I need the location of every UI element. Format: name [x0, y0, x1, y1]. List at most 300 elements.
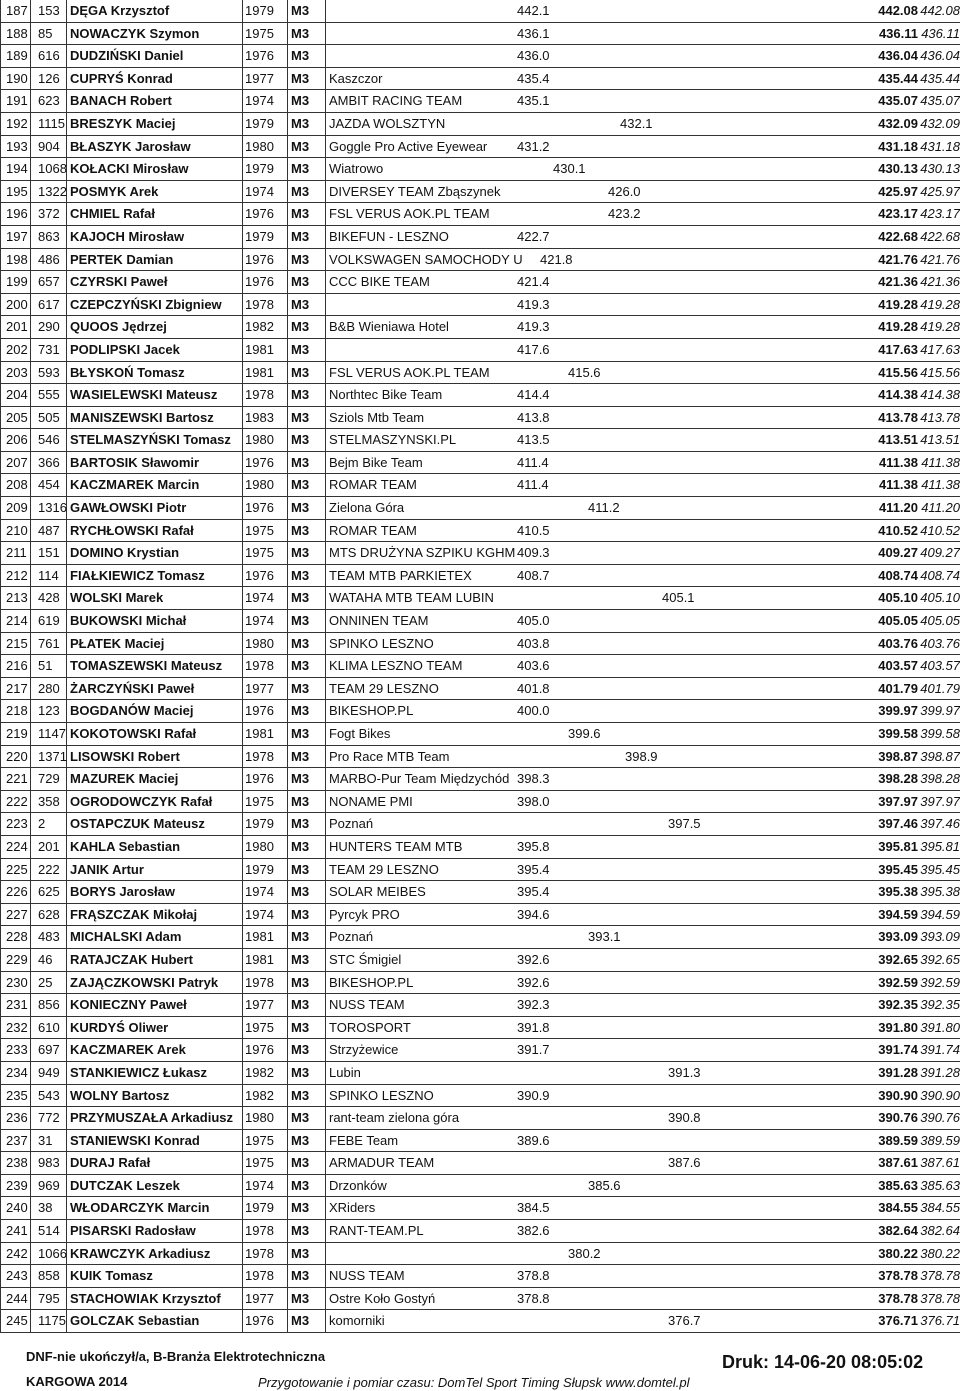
bib-number-cell: 858 [38, 1268, 60, 1284]
column-divider [0, 1039, 1, 1061]
column-divider [287, 791, 288, 813]
final-points-cell: 421.76 [920, 251, 960, 267]
result-cell: 394.6 [517, 906, 550, 922]
total-points-cell: 380.22 [878, 1245, 918, 1261]
column-divider [242, 949, 243, 971]
position-cell: 211 [6, 545, 27, 561]
position-cell: 229 [6, 951, 28, 967]
column-divider [66, 1288, 67, 1310]
rider-name-cell: DUDZIŃSKI Daniel [70, 48, 184, 64]
result-cell: 421.8 [540, 251, 573, 267]
total-points-cell: 393.09 [878, 929, 918, 945]
column-divider [287, 768, 288, 790]
table-row [0, 68, 960, 91]
rider-name-cell: PISARSKI Radosław [70, 1223, 196, 1239]
final-points-cell: 391.74 [920, 1042, 960, 1058]
rider-name-cell: MANISZEWSKI Bartosz [70, 409, 214, 425]
team-cell: Poznań [329, 929, 374, 945]
rider-name-cell: PERTEK Damian [70, 251, 174, 267]
total-points-cell: 397.46 [878, 816, 918, 832]
total-points-cell: 442.08 [878, 3, 918, 18]
birth-year-cell: 1980 [245, 635, 274, 651]
column-divider [0, 768, 1, 790]
table-row [0, 746, 960, 769]
rider-name-cell: WOLNY Bartosz [70, 1087, 170, 1103]
result-cell: 436.1 [517, 25, 550, 41]
bib-number-cell: 372 [38, 206, 60, 222]
column-divider [287, 497, 288, 519]
rider-name-cell: KURDYŚ Oliwer [70, 1019, 169, 1035]
column-divider [0, 474, 1, 496]
rider-name-cell: BŁYSKOŃ Tomasz [70, 364, 185, 380]
rider-name-cell: KUIK Tomasz [70, 1268, 153, 1284]
column-divider [287, 384, 288, 406]
column-divider [30, 294, 31, 316]
rider-name-cell: FIAŁKIEWICZ Tomasz [70, 567, 205, 583]
column-divider [66, 972, 67, 994]
column-divider [0, 1243, 1, 1265]
total-points-cell: 399.58 [878, 726, 918, 741]
column-divider [242, 0, 243, 22]
team-cell: Zielona Góra [329, 500, 405, 516]
result-cell: 378.8 [517, 1268, 550, 1284]
category-cell: M3 [291, 1245, 310, 1261]
final-points-cell: 422.68 [920, 228, 960, 244]
final-points-cell: 392.35 [920, 997, 960, 1013]
team-cell: komorniki [329, 1313, 385, 1329]
bib-number-cell: 222 [38, 861, 60, 877]
rider-name-cell: KRAWCZYK Arkadiusz [70, 1245, 211, 1261]
column-divider [242, 700, 243, 722]
table-row [0, 226, 960, 249]
total-points-cell: 395.81 [878, 838, 918, 854]
birth-year-cell: 1975 [245, 1132, 274, 1148]
column-divider [242, 678, 243, 700]
result-cell: 389.6 [517, 1132, 550, 1148]
category-cell: M3 [291, 1177, 310, 1193]
column-divider [242, 587, 243, 609]
bib-number-cell: 1371 [38, 748, 67, 764]
column-divider [325, 1062, 326, 1084]
position-cell: 194 [6, 161, 28, 177]
table-row [0, 497, 960, 520]
position-cell: 208 [6, 477, 28, 493]
column-divider [325, 249, 326, 271]
final-points-cell: 432.09 [920, 115, 960, 131]
position-cell: 240 [6, 1200, 28, 1216]
column-divider [0, 45, 1, 67]
total-points-cell: 391.74 [878, 1042, 918, 1058]
category-cell: M3 [291, 748, 310, 764]
column-divider [242, 1062, 243, 1084]
final-points-cell: 394.59 [920, 906, 960, 922]
result-cell: 436.0 [517, 48, 550, 64]
position-cell: 187 [6, 3, 28, 18]
total-points-cell: 421.76 [878, 251, 918, 267]
column-divider [287, 1085, 288, 1107]
final-points-cell: 385.63 [920, 1177, 960, 1193]
result-cell: 414.4 [517, 387, 550, 403]
column-divider [66, 1085, 67, 1107]
bib-number-cell: 358 [38, 793, 60, 809]
total-points-cell: 421.36 [878, 274, 918, 290]
total-points-cell: 431.18 [878, 138, 918, 154]
result-cell: 400.0 [517, 703, 550, 719]
column-divider [0, 610, 1, 632]
birth-year-cell: 1974 [245, 93, 274, 109]
column-divider [287, 1017, 288, 1039]
column-divider [66, 655, 67, 677]
column-divider [30, 339, 31, 361]
column-divider [30, 610, 31, 632]
birth-year-cell: 1982 [245, 319, 274, 335]
birth-year-cell: 1979 [245, 115, 274, 131]
rider-name-cell: KOKOTOWSKI Rafał [70, 726, 197, 741]
total-points-cell: 430.13 [878, 161, 918, 177]
bib-number-cell: 546 [38, 432, 60, 448]
column-divider [287, 249, 288, 271]
column-divider [30, 542, 31, 564]
total-points-cell: 378.78 [878, 1268, 918, 1284]
total-points-cell: 422.68 [878, 228, 918, 244]
column-divider [242, 610, 243, 632]
footer-event: KARGOWA 2014 [26, 1374, 128, 1389]
birth-year-cell: 1975 [245, 1155, 274, 1171]
team-cell: Lubin [329, 1064, 361, 1080]
team-cell: Poznań [329, 816, 374, 832]
final-points-cell: 405.05 [920, 613, 960, 629]
column-divider [30, 972, 31, 994]
position-cell: 233 [6, 1042, 28, 1058]
birth-year-cell: 1976 [245, 500, 274, 516]
column-divider [66, 926, 67, 948]
category-cell: M3 [291, 500, 310, 516]
final-points-cell: 389.59 [920, 1132, 960, 1148]
position-cell: 232 [6, 1019, 28, 1035]
column-divider [242, 836, 243, 858]
total-points-cell: 384.55 [878, 1200, 918, 1216]
final-points-cell: 435.44 [920, 70, 960, 86]
column-divider [0, 1310, 1, 1332]
column-divider [325, 407, 326, 429]
team-cell: SPINKO LESZNO [329, 1087, 434, 1103]
rider-name-cell: OGRODOWCZYK Rafał [70, 793, 213, 809]
column-divider [325, 136, 326, 158]
column-divider [66, 859, 67, 881]
table-row [0, 1085, 960, 1108]
bib-number-cell: 487 [38, 522, 60, 538]
category-cell: M3 [291, 1313, 310, 1329]
column-divider [0, 678, 1, 700]
column-divider [66, 1152, 67, 1174]
position-cell: 214 [6, 613, 28, 629]
column-divider [287, 1152, 288, 1174]
column-divider [0, 904, 1, 926]
table-row [0, 791, 960, 814]
table-row [0, 203, 960, 226]
column-divider [242, 1130, 243, 1152]
total-points-cell: 435.44 [878, 70, 918, 86]
position-cell: 224 [6, 838, 28, 854]
bib-number-cell: 949 [38, 1064, 60, 1080]
table-row [0, 926, 960, 949]
category-cell: M3 [291, 1290, 310, 1306]
team-cell: rant-team zielona góra [329, 1110, 460, 1126]
column-divider [325, 723, 326, 745]
team-cell: FEBE Team [329, 1132, 399, 1148]
column-divider [30, 1175, 31, 1197]
result-cell: 384.5 [517, 1200, 550, 1216]
team-cell: MTS DRUŻYNA SZPIKU KGHM [329, 545, 516, 561]
final-points-cell: 405.10 [920, 590, 960, 606]
column-divider [242, 972, 243, 994]
rider-name-cell: PŁATEK Maciej [70, 635, 165, 651]
table-row [0, 429, 960, 452]
team-cell: JAZDA WOLSZTYN [329, 115, 446, 131]
position-cell: 227 [6, 906, 28, 922]
category-cell: M3 [291, 296, 310, 312]
column-divider [30, 836, 31, 858]
total-points-cell: 410.52 [878, 522, 918, 538]
column-divider [325, 1220, 326, 1242]
table-row [0, 768, 960, 791]
column-divider [66, 429, 67, 451]
bib-number-cell: 856 [38, 997, 60, 1013]
position-cell: 197 [6, 228, 28, 244]
result-cell: 442.1 [517, 3, 550, 18]
column-divider [325, 700, 326, 722]
column-divider [325, 904, 326, 926]
position-cell: 230 [6, 974, 28, 990]
bib-number-cell: 1068 [38, 161, 67, 177]
column-divider [0, 181, 1, 203]
rider-name-cell: KOŁACKI Mirosław [70, 161, 189, 177]
position-cell: 215 [6, 635, 28, 651]
column-divider [242, 542, 243, 564]
rider-name-cell: PODLIPSKI Jacek [70, 341, 180, 357]
result-cell: 397.5 [668, 816, 701, 832]
column-divider [242, 633, 243, 655]
column-divider [0, 1288, 1, 1310]
column-divider [30, 136, 31, 158]
column-divider [66, 1220, 67, 1242]
final-points-cell: 378.78 [920, 1290, 960, 1306]
category-cell: M3 [291, 319, 310, 335]
bib-number-cell: 729 [38, 771, 60, 787]
position-cell: 190 [6, 70, 28, 86]
column-divider [325, 316, 326, 338]
final-points-cell: 425.97 [920, 183, 960, 199]
column-divider [242, 181, 243, 203]
column-divider [0, 1085, 1, 1107]
total-points-cell: 382.64 [878, 1223, 918, 1239]
bib-number-cell: 616 [38, 48, 60, 64]
final-points-cell: 397.97 [920, 793, 960, 809]
category-cell: M3 [291, 1268, 310, 1284]
column-divider [30, 926, 31, 948]
column-divider [66, 316, 67, 338]
column-divider [287, 700, 288, 722]
table-row [0, 181, 960, 204]
column-divider [242, 881, 243, 903]
final-points-cell: 392.65 [920, 951, 960, 967]
column-divider [30, 587, 31, 609]
table-row [0, 881, 960, 904]
team-cell: AMBIT RACING TEAM [329, 93, 463, 109]
rider-name-cell: GAWŁOWSKI Piotr [70, 500, 187, 516]
column-divider [0, 949, 1, 971]
bib-number-cell: 543 [38, 1087, 60, 1103]
bib-number-cell: 1147 [38, 726, 66, 741]
column-divider [287, 678, 288, 700]
position-cell: 210 [6, 522, 28, 538]
table-row [0, 565, 960, 588]
column-divider [0, 520, 1, 542]
result-cell: 399.6 [568, 726, 601, 741]
table-row [0, 0, 960, 23]
column-divider [66, 994, 67, 1016]
category-cell: M3 [291, 364, 310, 380]
column-divider [287, 859, 288, 881]
rider-name-cell: KAHLA Sebastian [70, 838, 181, 854]
column-divider [325, 1039, 326, 1061]
final-points-cell: 403.57 [920, 658, 960, 674]
birth-year-cell: 1979 [245, 161, 274, 177]
column-divider [242, 474, 243, 496]
table-row [0, 407, 960, 430]
birth-year-cell: 1978 [245, 296, 274, 312]
column-divider [287, 339, 288, 361]
column-divider [325, 1197, 326, 1219]
rider-name-cell: KAJOCH Mirosław [70, 228, 185, 244]
team-cell: DIVERSEY TEAM Zbąszynek [329, 183, 501, 199]
team-cell: ARMADUR TEAM [329, 1155, 435, 1171]
column-divider [30, 1288, 31, 1310]
position-cell: 236 [6, 1110, 28, 1126]
team-cell: ONNINEN TEAM [329, 613, 429, 629]
column-divider [287, 203, 288, 225]
column-divider [287, 610, 288, 632]
birth-year-cell: 1978 [245, 1268, 274, 1284]
total-points-cell: 405.05 [878, 613, 918, 629]
column-divider [0, 113, 1, 135]
result-cell: 422.7 [517, 228, 550, 244]
birth-year-cell: 1978 [245, 974, 274, 990]
category-cell: M3 [291, 680, 310, 696]
bib-number-cell: 38 [38, 1200, 53, 1216]
total-points-cell: 411.38 [878, 454, 918, 470]
birth-year-cell: 1974 [245, 613, 274, 629]
position-cell: 203 [6, 364, 28, 380]
total-points-cell: 385.63 [878, 1177, 918, 1193]
total-points-cell: 419.28 [878, 296, 918, 312]
category-cell: M3 [291, 1064, 310, 1080]
column-divider [66, 723, 67, 745]
column-divider [0, 994, 1, 1016]
bib-number-cell: 1115 [38, 115, 65, 131]
column-divider [242, 1175, 243, 1197]
birth-year-cell: 1981 [245, 929, 274, 945]
column-divider [30, 655, 31, 677]
result-cell: 395.8 [517, 838, 550, 854]
rider-name-cell: POSMYK Arek [70, 183, 159, 199]
total-points-cell: 395.38 [878, 884, 918, 900]
column-divider [30, 678, 31, 700]
total-points-cell: 390.90 [878, 1087, 918, 1103]
category-cell: M3 [291, 115, 310, 131]
result-cell: 413.8 [517, 409, 550, 425]
team-cell: Bejm Bike Team [329, 454, 423, 470]
final-points-cell: 442.08 [920, 3, 960, 18]
column-divider [66, 904, 67, 926]
total-points-cell: 417.63 [878, 341, 918, 357]
team-cell: BIKESHOP.PL [329, 974, 414, 990]
column-divider [242, 813, 243, 835]
result-cell: 387.6 [668, 1155, 701, 1171]
column-divider [287, 633, 288, 655]
column-divider [0, 1265, 1, 1287]
column-divider [325, 90, 326, 112]
table-row [0, 1197, 960, 1220]
column-divider [30, 1017, 31, 1039]
result-cell: 419.3 [517, 296, 550, 312]
column-divider [30, 362, 31, 384]
team-cell: SPINKO LESZNO [329, 635, 434, 651]
bib-number-cell: 628 [38, 906, 60, 922]
column-divider [0, 136, 1, 158]
column-divider [0, 68, 1, 90]
position-cell: 209 [6, 500, 28, 516]
team-cell: Wiatrowo [329, 161, 384, 177]
footer-print-date: Druk: 14-06-20 08:05:02 [722, 1352, 924, 1372]
birth-year-cell: 1980 [245, 838, 274, 854]
birth-year-cell: 1976 [245, 771, 274, 787]
column-divider [0, 203, 1, 225]
category-cell: M3 [291, 974, 310, 990]
final-points-cell: 384.55 [920, 1200, 960, 1216]
column-divider [287, 723, 288, 745]
column-divider [30, 520, 31, 542]
position-cell: 234 [6, 1064, 28, 1080]
table-row [0, 271, 960, 294]
birth-year-cell: 1976 [245, 703, 274, 719]
column-divider [242, 1197, 243, 1219]
birth-year-cell: 1979 [245, 3, 274, 18]
column-divider [0, 294, 1, 316]
category-cell: M3 [291, 861, 310, 877]
position-cell: 243 [6, 1268, 28, 1284]
column-divider [325, 294, 326, 316]
rider-name-cell: STELMASZYŃSKI Tomasz [70, 432, 231, 448]
column-divider [242, 158, 243, 180]
column-divider [30, 1310, 31, 1332]
column-divider [242, 1039, 243, 1061]
column-divider [325, 113, 326, 135]
birth-year-cell: 1979 [245, 228, 274, 244]
column-divider [242, 452, 243, 474]
position-cell: 222 [6, 793, 28, 809]
position-cell: 216 [6, 658, 28, 674]
rider-name-cell: OSTAPCZUK Mateusz [70, 816, 205, 832]
final-points-cell: 411.38 [921, 477, 960, 493]
column-divider [66, 474, 67, 496]
team-cell: WATAHA MTB TEAM LUBIN [329, 590, 494, 606]
column-divider [325, 429, 326, 451]
category-cell: M3 [291, 1132, 310, 1148]
column-divider [287, 520, 288, 542]
column-divider [242, 136, 243, 158]
column-divider [30, 316, 31, 338]
